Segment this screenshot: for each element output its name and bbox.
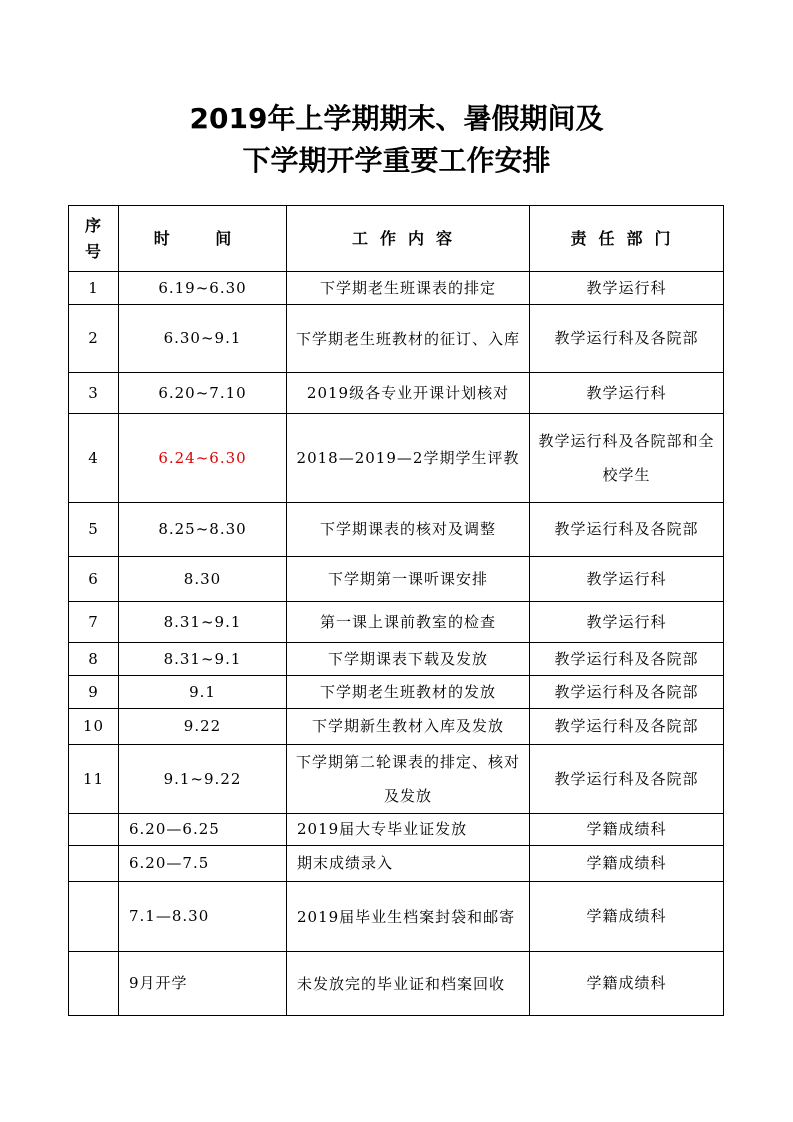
row-number: 4 xyxy=(69,414,119,503)
row-time: 8.31~9.1 xyxy=(119,602,287,643)
row-number: 10 xyxy=(69,709,119,745)
row-time: 9.1~9.22 xyxy=(119,745,287,814)
row-number xyxy=(69,882,119,952)
table-row xyxy=(69,952,724,1016)
row-number: 11 xyxy=(69,745,119,814)
row-content: 2019级各专业开课计划核对 xyxy=(287,373,530,414)
row-content: 2018—2019—2学期学生评教 xyxy=(287,414,530,503)
row-time: 6.19~6.30 xyxy=(119,272,287,305)
table-row xyxy=(69,882,724,952)
row-dept: 教学运行科 xyxy=(530,602,724,643)
row-time: 8.25~8.30 xyxy=(119,503,287,557)
table-row xyxy=(69,709,724,745)
row-dept: 教学运行科及各院部和全校学生 xyxy=(530,414,724,503)
table-row xyxy=(69,272,724,305)
row-dept: 教学运行科 xyxy=(530,373,724,414)
row-number: 9 xyxy=(69,676,119,709)
table-row xyxy=(69,373,724,414)
row-time: 6.20~7.10 xyxy=(119,373,287,414)
table-row xyxy=(69,602,724,643)
table-row xyxy=(69,745,724,814)
table-row xyxy=(69,846,724,882)
row-content: 下学期课表下载及发放 xyxy=(287,643,530,676)
row-number: 1 xyxy=(69,272,119,305)
row-time: 6.20—6.25 xyxy=(119,814,287,846)
row-dept: 教学运行科及各院部 xyxy=(530,709,724,745)
row-number: 7 xyxy=(69,602,119,643)
row-time: 8.30 xyxy=(119,557,287,602)
table-row xyxy=(69,305,724,373)
row-number: 8 xyxy=(69,643,119,676)
row-time: 6.24~6.30 xyxy=(119,414,287,503)
row-content: 下学期课表的核对及调整 xyxy=(287,503,530,557)
row-number: 3 xyxy=(69,373,119,414)
row-content: 2019届大专毕业证发放 xyxy=(287,814,530,846)
row-dept: 学籍成绩科 xyxy=(530,952,724,1016)
row-content: 下学期老生班课表的排定 xyxy=(287,272,530,305)
row-dept: 教学运行科 xyxy=(530,272,724,305)
row-content: 下学期新生教材入库及发放 xyxy=(287,709,530,745)
row-content: 下学期老生班教材的征订、入库 xyxy=(287,305,530,373)
row-content: 下学期老生班教材的发放 xyxy=(287,676,530,709)
document-title-line2: 下学期开学重要工作安排 xyxy=(242,144,551,177)
row-time: 6.20—7.5 xyxy=(119,846,287,882)
row-content: 2019届毕业生档案封袋和邮寄 xyxy=(287,882,530,952)
row-number xyxy=(69,952,119,1016)
row-dept: 教学运行科 xyxy=(530,557,724,602)
row-number: 6 xyxy=(69,557,119,602)
row-number xyxy=(69,814,119,846)
header-dept: 责任部门 xyxy=(530,206,724,272)
row-time: 8.31~9.1 xyxy=(119,643,287,676)
row-content: 未发放完的毕业证和档案回收 xyxy=(287,952,530,1016)
header-content: 工作内容 xyxy=(287,206,530,272)
row-dept: 教学运行科及各院部 xyxy=(530,745,724,814)
row-dept: 教学运行科及各院部 xyxy=(530,676,724,709)
row-dept: 教学运行科及各院部 xyxy=(530,643,724,676)
header-row xyxy=(69,206,724,272)
row-dept: 学籍成绩科 xyxy=(530,814,724,846)
row-number xyxy=(69,846,119,882)
document-title-line1: 2019年上学期期末、暑假期间及 xyxy=(189,102,604,135)
table-row xyxy=(69,676,724,709)
row-number: 2 xyxy=(69,305,119,373)
row-dept: 教学运行科及各院部 xyxy=(530,305,724,373)
row-dept: 教学运行科及各院部 xyxy=(530,503,724,557)
table-row xyxy=(69,643,724,676)
table-row xyxy=(69,503,724,557)
table-row xyxy=(69,814,724,846)
table-row xyxy=(69,414,724,503)
row-time: 9.22 xyxy=(119,709,287,745)
schedule-table xyxy=(68,205,724,1016)
row-number: 5 xyxy=(69,503,119,557)
row-time: 9月开学 xyxy=(119,952,287,1016)
row-content: 下学期第二轮课表的排定、核对及发放 xyxy=(287,745,530,814)
header-seq: 序号 xyxy=(69,206,119,272)
row-dept: 学籍成绩科 xyxy=(530,846,724,882)
row-time: 6.30~9.1 xyxy=(119,305,287,373)
row-time: 9.1 xyxy=(119,676,287,709)
row-content: 期末成绩录入 xyxy=(287,846,530,882)
header-time: 时 间 xyxy=(119,206,287,272)
table-row xyxy=(69,557,724,602)
row-time: 7.1—8.30 xyxy=(119,882,287,952)
row-content: 下学期第一课听课安排 xyxy=(287,557,530,602)
row-content: 第一课上课前教室的检查 xyxy=(287,602,530,643)
row-dept: 学籍成绩科 xyxy=(530,882,724,952)
